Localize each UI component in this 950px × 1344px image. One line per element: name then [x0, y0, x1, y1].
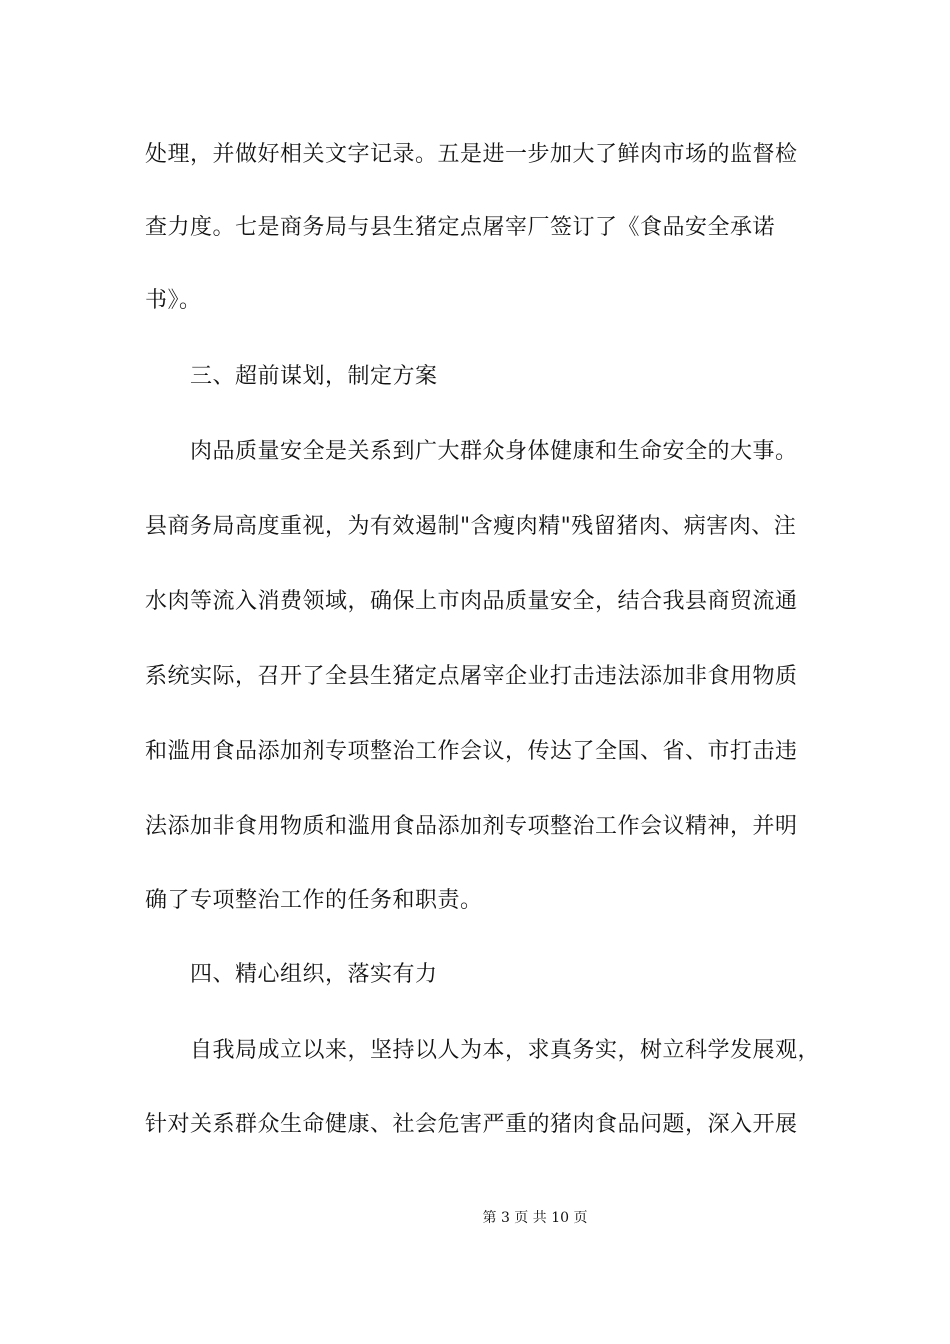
text-line: 查力度。七是商务局与县生猪定点屠宰厂签订了《食品安全承诺 [145, 215, 776, 240]
paragraph-first-line: 肉品质量安全是关系到广大群众身体健康和生命安全的大事。 [190, 439, 798, 464]
text-line: 确了专项整治工作的任务和职责。 [145, 888, 483, 913]
section-heading: 四、精心组织，落实有力 [190, 962, 438, 987]
text-line: 和滥用食品添加剂专项整治工作会议，传达了全国、省、市打击违 [145, 739, 798, 764]
paragraph-first-line: 自我局成立以来，坚持以人为本，求真务实，树立科学发展观， [190, 1038, 821, 1063]
text-line: 处理，并做好相关文字记录。五是进一步加大了鲜肉市场的监督检 [145, 142, 798, 167]
text-line: 法添加非食用物质和滥用食品添加剂专项整治工作会议精神，并明 [145, 814, 798, 839]
text-line: 书》。 [145, 288, 202, 313]
section-heading: 三、超前谋划，制定方案 [190, 364, 438, 389]
text-line: 县商务局高度重视，为有效遏制"含瘦肉精"残留猪肉、病害肉、注 [145, 514, 797, 539]
page-number: 第 3 页 共 10 页 [482, 1210, 588, 1226]
text-line: 水肉等流入消费领域，确保上市肉品质量安全，结合我县商贸流通 [145, 589, 798, 614]
text-line: 针对关系群众生命健康、社会危害严重的猪肉食品问题，深入开展 [145, 1112, 798, 1137]
text-line: 系统实际，召开了全县生猪定点屠宰企业打击违法添加非食用物质 [145, 664, 798, 689]
